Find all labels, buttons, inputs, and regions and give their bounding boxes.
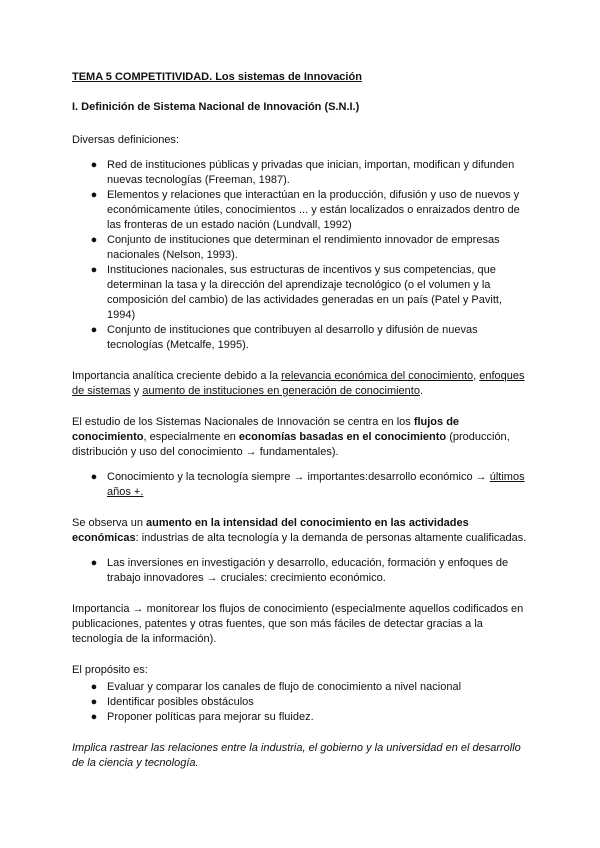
- list-item: ● Evaluar y comparar los canales de flujo de conocimiento a nivel nacional: [90, 681, 462, 693]
- definitions-list: [72, 158, 528, 353]
- importance-paragraph: Importancia analítica creciente debido a la relevancia económica del conocimiento, enfoques de sistemas y aumento de instituciones en generación de conocimiento.: [72, 370, 525, 397]
- monitoring-paragraph: Importancia → monitorear los flujos de conocimiento (especialmente aquellos codificados en publicaciones, patentes y otras fuentes, que son más fáciles de detectar gracias a la tecnología de la información).: [72, 603, 524, 645]
- bullet-icon: ●: [90, 471, 98, 483]
- bullet-icon: ●: [90, 696, 98, 708]
- list-item: ● Identificar posibles obstáculos: [90, 696, 254, 708]
- bullet-icon: ●: [90, 557, 98, 569]
- purpose-list: [72, 680, 528, 725]
- underlined-phrase: enfoques de sistemas: [72, 370, 525, 397]
- list-item: ● Red de instituciones públicas y privadas que inician, importan, modifican y difunden nuevas tecnologías (Freeman, 1987).: [90, 159, 515, 186]
- study-paragraph: El estudio de los Sistemas Nacionales de Innovación se centra en los flujos de conocimiento, especialmente en economías basadas en el conocimiento (producción, distribución y uso del conocimiento → fundamentales).: [72, 416, 510, 458]
- list-item: ● Conjunto de instituciones que determinan el rendimiento innovador de empresas nacionales (Nelson, 1993).: [90, 234, 500, 261]
- list-item: ● Conjunto de instituciones que contribuyen al desarrollo y difusión de nuevas tecnologías (Metcalfe, 1995).: [90, 324, 478, 351]
- list-item: ● Elementos y relaciones que interactúan en la producción, difusión y uso de nuevos y económicamente útiles, conocimientos ... y están localizados o enraizados dentro de las fronteras de un estado nación (Lundvall, 1992): [90, 189, 520, 231]
- bold-phrase: aumento en la intensidad del conocimiento en las actividades económicas: [72, 517, 469, 544]
- section-heading: I. Definición de Sistema Nacional de Innovación (S.N.I.): [72, 101, 360, 113]
- document-title: TEMA 5 COMPETITIVIDAD. Los sistemas de Innovación: [72, 71, 362, 83]
- document-page: [72, 70, 528, 771]
- bullet-icon: ●: [90, 159, 98, 171]
- underlined-phrase: relevancia económica del conocimiento: [281, 370, 474, 382]
- bullet-icon: ●: [90, 189, 98, 201]
- conclusion-paragraph: Implica rastrear las relaciones entre la industria, el gobierno y la universidad en el desarrollo de la ciencia y tecnología.: [72, 742, 521, 769]
- purpose-intro: El propósito es:: [72, 664, 148, 676]
- list-item: ● Proponer políticas para mejorar su fluidez.: [90, 711, 314, 723]
- bullet-icon: ●: [90, 711, 98, 723]
- underlined-phrase: últimos años +.: [107, 471, 525, 498]
- list-item: ● Las inversiones en investigación y desarrollo, educación, formación y enfoques de trabajo innovadores → cruciales: crecimiento económico.: [90, 557, 509, 584]
- bullet-icon: ●: [90, 234, 98, 246]
- observation-paragraph: Se observa un aumento en la intensidad del conocimiento en las actividades económicas: industrias de alta tecnología y la demanda de personas altamente cualificadas.: [72, 517, 527, 544]
- list-item: ● Instituciones nacionales, sus estructuras de incentivos y sus competencias, que determinan la tasa y la dirección del aprendizaje tecnológico (o el volumen y la composición del cambio) de las actividades generadas en un país (Patel y Pavitt, 1994): [90, 264, 502, 321]
- underlined-phrase: aumento de instituciones en generación de conocimiento: [142, 385, 420, 397]
- observation-bullets: [72, 556, 528, 586]
- bold-phrase: economías basadas en el conocimiento: [238, 431, 447, 443]
- study-bullets: [72, 470, 528, 500]
- bullet-icon: ●: [90, 681, 98, 693]
- intro-text: Diversas definiciones:: [72, 134, 179, 146]
- bullet-icon: ●: [90, 264, 98, 276]
- bold-phrase: flujos de conocimiento: [72, 416, 460, 443]
- list-item: ● Conocimiento y la tecnología siempre → importantes:desarrollo económico → últimos años +.: [90, 471, 525, 498]
- bullet-icon: ●: [90, 324, 98, 336]
